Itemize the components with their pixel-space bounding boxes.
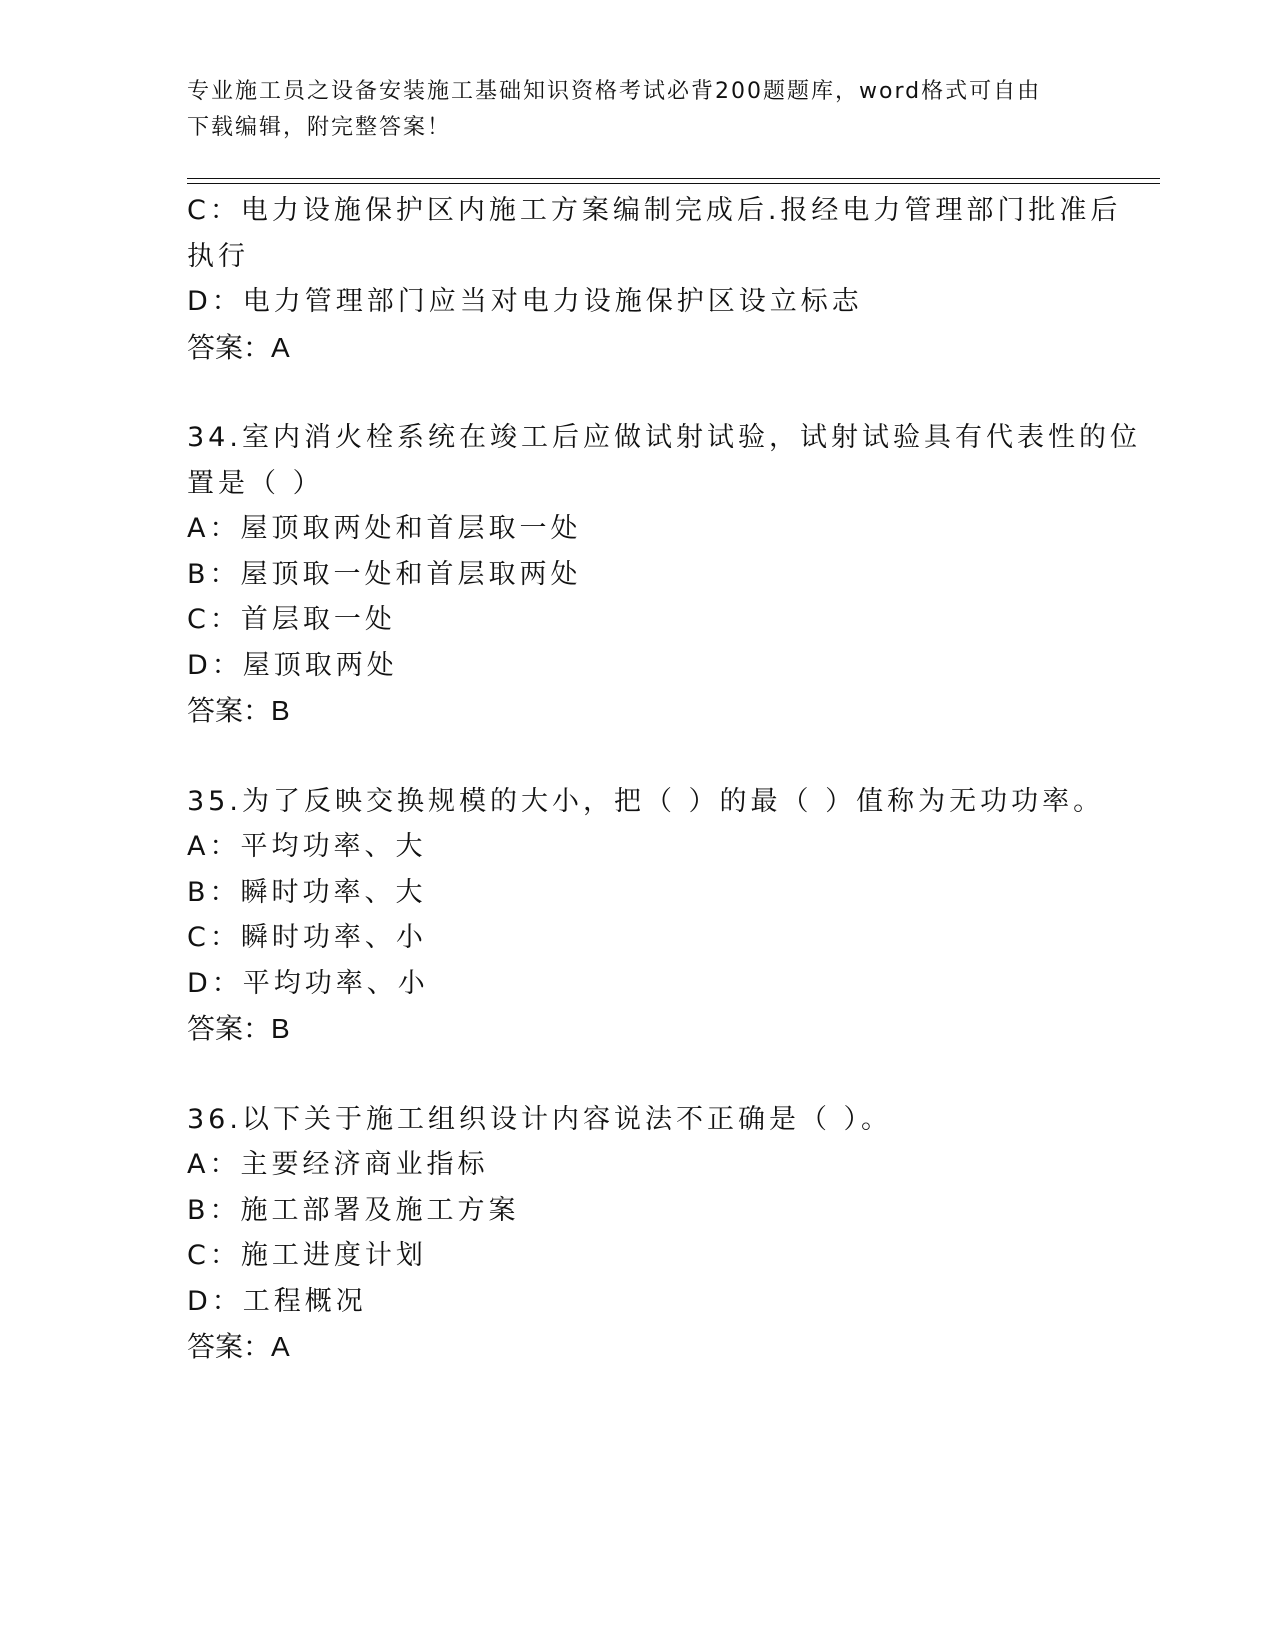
- option-d: D：屋顶取两处: [187, 649, 398, 681]
- option-d: D：平均功率、小: [187, 967, 429, 999]
- header-line-2: 下载编辑，附完整答案！: [187, 115, 452, 140]
- question-block-34: [187, 415, 1141, 734]
- header-divider: [187, 178, 1160, 184]
- option-a: A：屋顶取两处和首层取一处: [187, 513, 582, 544]
- spacer: [187, 1052, 1087, 1097]
- question-stem: 36.以下关于施工组织设计内容说法不正确是（ ）。: [187, 1103, 893, 1135]
- option-c: C：施工进度计划: [187, 1240, 427, 1271]
- question-stem-continued: 置是（ ）: [187, 467, 324, 499]
- option-a: A：平均功率、大: [187, 831, 427, 862]
- option-b: B：施工部署及施工方案: [187, 1194, 520, 1226]
- spacer: [187, 734, 1087, 779]
- option-b: B：屋顶取一处和首层取两处: [187, 558, 582, 590]
- answer: 答案：B: [187, 1013, 290, 1044]
- question-block-33: [187, 188, 1122, 370]
- question-block-35: [187, 779, 1105, 1052]
- answer: 答案：B: [187, 695, 290, 726]
- option-b: B：瞬时功率、大: [187, 876, 427, 908]
- header-line-1: 专业施工员之设备安装施工基础知识资格考试必背200题题库，word格式可自由: [187, 79, 1042, 104]
- option-d: D：电力管理部门应当对电力设施保护区设立标志: [187, 286, 863, 317]
- answer: 答案：A: [187, 331, 290, 363]
- option-a: A：主要经济商业指标: [187, 1149, 489, 1180]
- question-list: [187, 188, 1141, 1370]
- question-stem: 34.室内消火栓系统在竣工后应做试射试验，试射试验具有代表性的位: [187, 422, 1141, 453]
- spacer: [187, 370, 1087, 415]
- page-header: [187, 74, 1067, 146]
- option-c: C：电力设施保护区内施工方案编制完成后.报经电力管理部门批准后: [187, 195, 1122, 226]
- answer: 答案：A: [187, 1331, 290, 1362]
- question-block-36: [187, 1097, 1087, 1370]
- question-stem: 35.为了反映交换规模的大小，把（ ）的最（ ）值称为无功功率。: [187, 785, 1105, 817]
- option-d: D：工程概况: [187, 1285, 367, 1317]
- option-c: C：瞬时功率、小: [187, 922, 427, 953]
- option-c-continued: 执行: [187, 240, 249, 272]
- option-c: C：首层取一处: [187, 604, 396, 635]
